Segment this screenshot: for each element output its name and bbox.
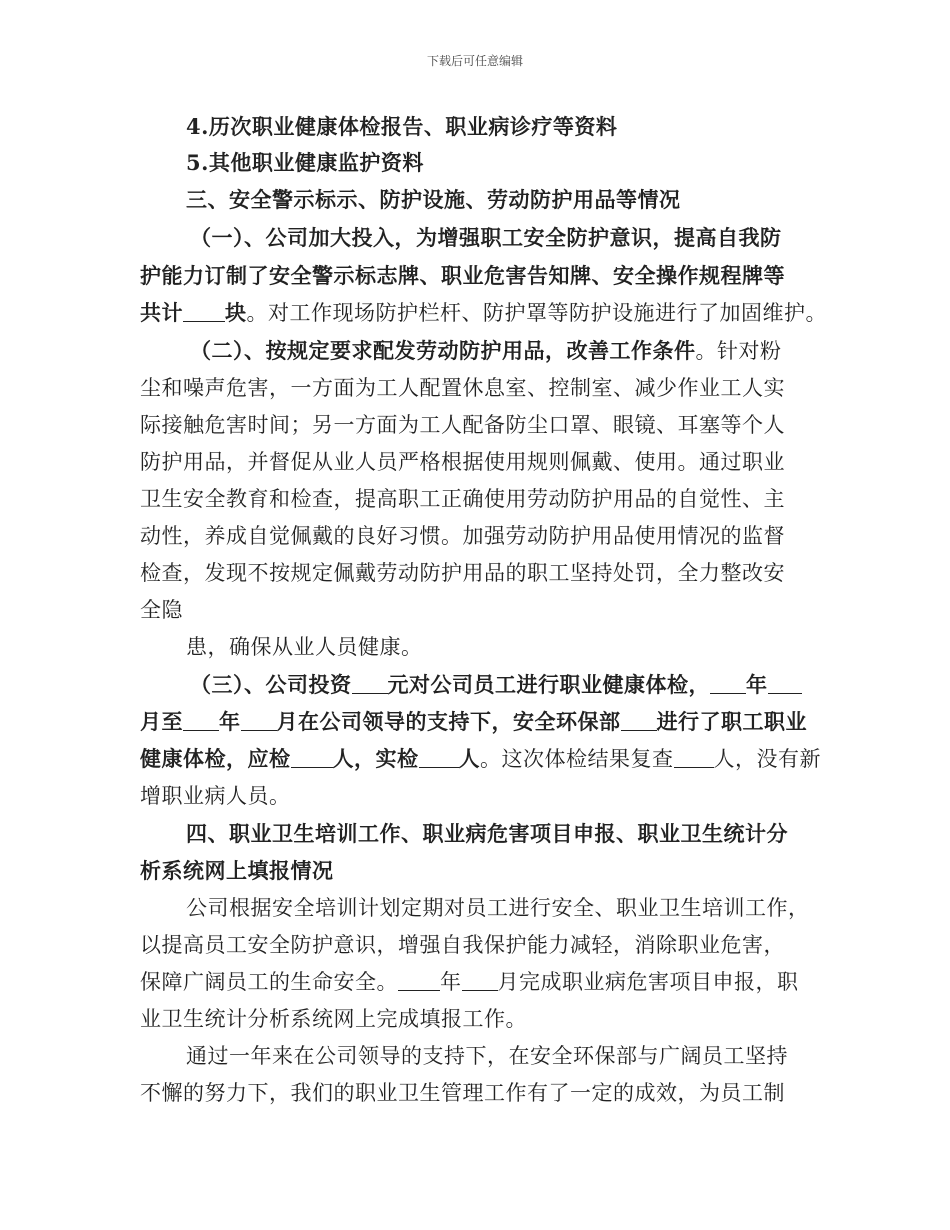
- text-run: 人，没有新: [713, 747, 821, 771]
- paragraph-line: [190, 671, 802, 699]
- text-run: 。对工作现场防护栏杆、防护罩等防护设施进行了加固维护。: [246, 301, 827, 325]
- paragraph-line: 不懈的努力下，我们的职业卫生管理工作有了一定的成效，为员工制: [140, 1081, 785, 1105]
- text-run: 年: [219, 709, 241, 734]
- text-run: 健康体检，应检: [140, 746, 291, 771]
- text-run: 年: [440, 970, 462, 994]
- paragraph-line: 检查，发现不按规定佩戴劳动防护用品的职工坚持处罚，全力整改安: [140, 561, 785, 585]
- blank-field: [241, 708, 277, 731]
- text-run: 。这次体检结果复查: [480, 747, 674, 771]
- paragraph-line: 公司根据安全培训计划定期对员工进行安全、职业卫生培训工作，: [186, 896, 810, 920]
- section-heading-3: 三、安全警示标示、防护设施、劳动防护用品等情况: [186, 187, 681, 212]
- text-run: （三）、公司投资: [190, 672, 352, 697]
- text-run: 月在公司领导的支持下，安全环保部: [276, 709, 621, 734]
- paragraph-line: 增职业病人员。: [140, 784, 291, 808]
- paragraph-line: 全隐: [140, 598, 183, 622]
- page-header: 下载后可任意编辑: [426, 54, 523, 68]
- paragraph-line: [140, 968, 799, 996]
- paragraph-line: 通过一年来在公司领导的支持下，在安全环保部与广阔员工坚持: [186, 1044, 788, 1068]
- text-run: 人: [458, 746, 480, 771]
- text-run: 共计: [140, 300, 183, 325]
- paragraph-line: （一）、公司加大投入，为增强职工安全防护意识，提高自我防: [190, 225, 782, 250]
- text-run: 保障广阔员工的生命安全。: [140, 970, 398, 994]
- paragraph-line: 以提高员工安全防护意识，增强自我保护能力减轻，消除职业危害，: [140, 933, 785, 957]
- paragraph-line: 防护用品，并督促从业人员严格根据使用规则佩戴、使用。通过职业: [140, 450, 785, 474]
- text-run: 进行了职工职业: [656, 709, 807, 734]
- paragraph-line: 际接触危害时间；另一方面为工人配备防尘口罩、眼镜、耳塞等个人: [140, 413, 785, 437]
- text-run: 元对公司员工进行职业健康体检，: [387, 672, 710, 697]
- list-item-4: 4.历次职业健康体检报告、职业病诊疗等资料: [186, 114, 618, 139]
- text-run: 年: [746, 672, 768, 697]
- text-run: 块: [225, 300, 247, 325]
- paragraph-line: 护能力订制了安全警示标志牌、职业危害告知牌、安全操作规程牌等: [140, 263, 785, 288]
- paragraph-line: [140, 299, 827, 327]
- blank-field: [291, 745, 333, 768]
- paragraph-line: [140, 745, 821, 773]
- paragraph-line: [140, 708, 807, 736]
- text-run: （二）、按规定要求配发劳动防护用品，改善工作条件: [190, 338, 696, 363]
- blank-field: [768, 671, 802, 694]
- blank-field: [183, 299, 225, 322]
- paragraph-line: 尘和噪声危害，一方面为工人配置休息室、控制室、减少作业工人实: [140, 376, 785, 400]
- section-heading-4-cont: 析系统网上填报情况: [140, 858, 334, 883]
- blank-field: [352, 671, 388, 694]
- blank-field: [710, 671, 746, 694]
- blank-field: [398, 968, 440, 991]
- text-run: 月至: [140, 709, 183, 734]
- blank-field: [674, 745, 714, 768]
- paragraph-line: 患，确保从业人员健康。: [186, 635, 423, 659]
- paragraph-line: 业卫生统计分析系统网上完成填报工作。: [140, 1007, 527, 1031]
- paragraph-line: 卫生安全教育和检查，提高职工正确使用劳动防护用品的自觉性、主: [140, 487, 785, 511]
- paragraph-line: [190, 337, 782, 365]
- blank-field: [183, 708, 219, 731]
- text-run: 月完成职业病危害项目申报，职: [497, 970, 799, 994]
- text-run: 。针对粉: [695, 339, 782, 363]
- paragraph-line: 动性，养成自觉佩戴的良好习惯。加强劳动防护用品使用情况的监督: [140, 524, 785, 548]
- section-heading-4: 四、职业卫生培训工作、职业病危害项目申报、职业卫生统计分: [186, 821, 788, 846]
- blank-field: [462, 968, 498, 991]
- blank-field: [419, 745, 459, 768]
- text-run: 人，实检: [332, 746, 419, 771]
- blank-field: [621, 708, 657, 731]
- list-item-5: 5.其他职业健康监护资料: [186, 150, 424, 175]
